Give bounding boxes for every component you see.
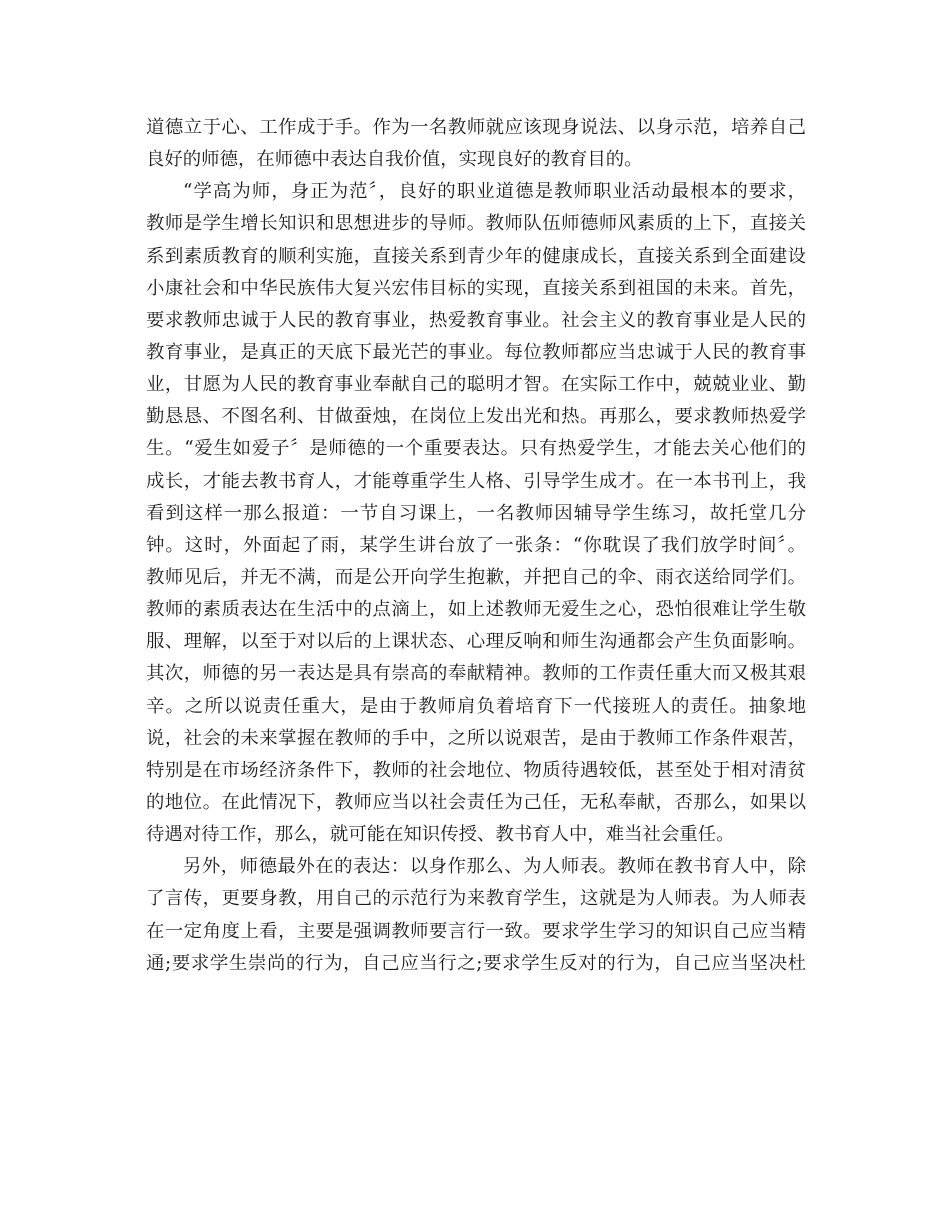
text-line: 勤恳恳、不图名利、甘做蚕烛，在岗位上发出光和热。再那么，要求教师热爱学 [146, 406, 806, 428]
text-line: 良好的师德，在师德中表达自我价值，实现良好的教育目的。 [146, 149, 643, 171]
paragraph-p1 [146, 112, 806, 176]
text-line: 其次，师德的另一表达是具有崇高的奉献精神。教师的工作责任重大而又极其艰 [146, 663, 806, 685]
text-line: 业，甘愿为人民的教育事业奉献自己的聪明才智。在实际工作中，兢兢业业、勤 [146, 374, 806, 396]
text-line: 通;要求学生崇尚的行为，自己应当行之;要求学生反对的行为，自己应当坚决杜 [146, 952, 806, 974]
text-line: 在一定角度上看，主要是强调教师要言行一致。要求学生学习的知识自己应当精 [146, 920, 806, 942]
text-line: 道德立于心、工作成于手。作为一名教师就应该现身说法、以身示范，培养自己 [146, 117, 806, 138]
text-line: “学高为师，身正为范〞，良好的职业道德是教师职业活动最根本的要求， [183, 181, 806, 203]
text-line: 服、理解，以至于对以后的上课状态、心理反响和师生沟通都会产生负面影响。 [146, 631, 806, 653]
text-line: 了言传，更要身教，用自己的示范行为来教育学生，这就是为人师表。为人师表 [146, 888, 806, 910]
text-line: 生。“爱生如爱子〞是师德的一个重要表达。只有热爱学生，才能去关心他们的 [146, 438, 806, 460]
text-line: 教师见后，并无不满，而是公开向学生抱歉，并把自己的伞、雨衣送给同学们。 [146, 566, 806, 588]
text-line: 教师的素质表达在生活中的点滴上，如上述教师无爱生之心，恐怕很难让学生敬 [146, 599, 806, 621]
text-line: 另外，师德最外在的表达：以身作那么、为人师表。教师在教书育人中，除 [183, 856, 806, 878]
paragraph-p3 [146, 851, 806, 980]
text-line: 成长，才能去教书育人，才能尊重学生人格、引导学生成才。在一本书刊上，我 [146, 470, 806, 492]
paragraph-p2 [146, 176, 806, 851]
text-line: 说，社会的未来掌握在教师的手中，之所以说艰苦，是由于教师工作条件艰苦， [146, 727, 806, 749]
text-line: 待遇对待工作，那么，就可能在知识传授、教书育人中，难当社会重任。 [146, 824, 735, 846]
body-text [146, 112, 806, 980]
text-line: 的地位。在此情况下，教师应当以社会责任为己任，无私奉献，否那么，如果以 [146, 791, 806, 813]
text-line: 钟。这时，外面起了雨，某学生讲台放了一张条：“你耽误了我们放学时间〞。 [146, 534, 806, 556]
text-line: 特别是在市场经济条件下，教师的社会地位、物质待遇较低，甚至处于相对清贫 [146, 759, 806, 781]
text-line: 辛。之所以说责任重大，是由于教师肩负着培育下一代接班人的责任。抽象地 [146, 695, 806, 717]
text-line: 看到这样一那么报道：一节自习课上，一名教师因辅导学生练习，故托堂几分 [146, 502, 806, 524]
text-line: 要求教师忠诚于人民的教育事业，热爱教育事业。社会主义的教育事业是人民的 [146, 309, 806, 331]
text-line: 小康社会和中华民族伟大复兴宏伟目标的实现，直接关系到祖国的未来。首先， [146, 277, 806, 299]
text-line: 教师是学生增长知识和思想进步的导师。教师队伍师德师风素质的上下，直接关 [146, 213, 806, 235]
text-line: 教育事业，是真正的天底下最光芒的事业。每位教师都应当忠诚于人民的教育事 [146, 341, 806, 363]
text-line: 系到素质教育的顺利实施，直接关系到青少年的健康成长，直接关系到全面建设 [146, 245, 806, 267]
